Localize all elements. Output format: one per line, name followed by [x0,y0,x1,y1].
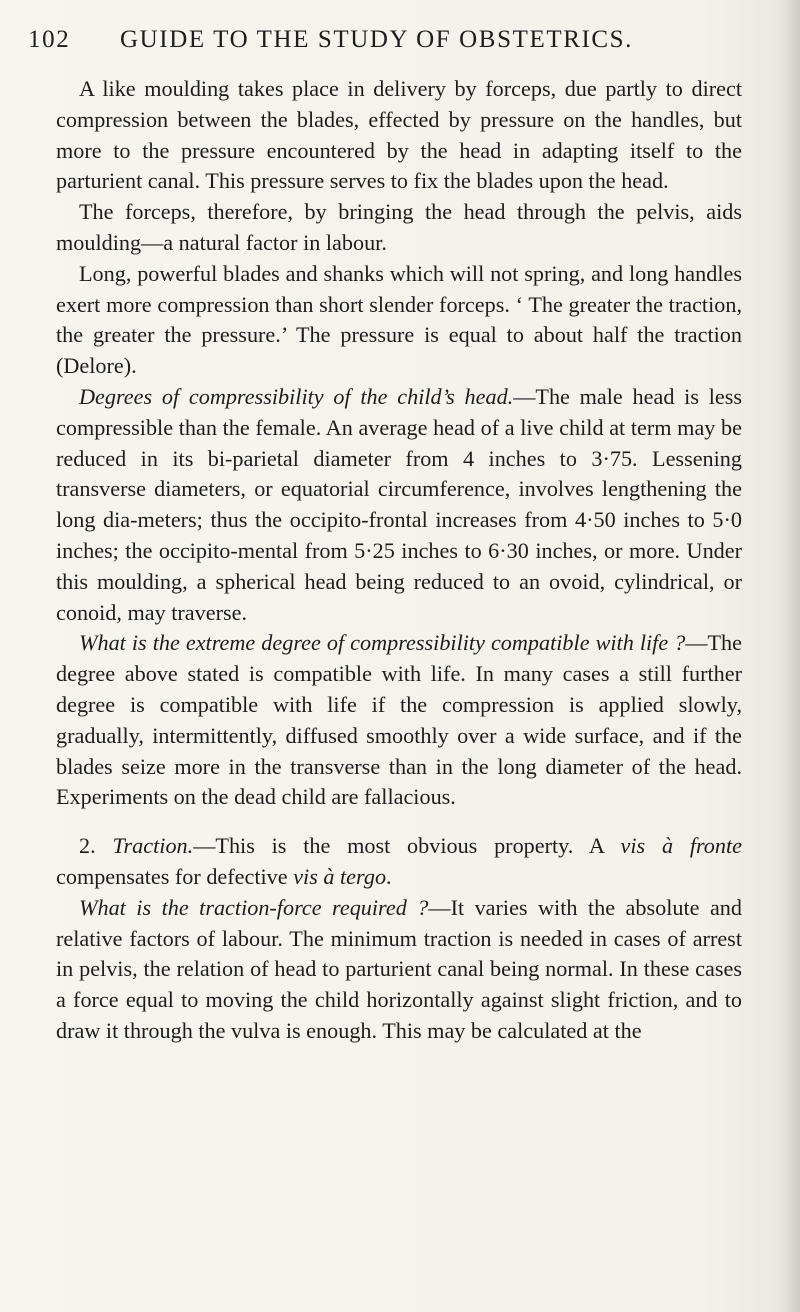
paragraph-compressibility [56,382,742,628]
page-edge-shadow [778,0,800,1312]
running-head: GUIDE TO THE STUDY OF OBSTETRICS. [120,26,634,53]
main-text [56,74,742,1047]
paragraph-extreme-compressibility [56,628,742,813]
paragraph-text: A like moulding takes place in delivery by forceps, due partly to direct compression between the blades, effected by pressure on the handles, but more to the pressure encountered by the head in adapting itself to the parturient canal. This pressure serves to fix the blades upon the head. [56,76,742,194]
page-number: 102 [28,26,71,53]
latin-term: vis à tergo [293,863,387,889]
section-heading: What is the traction-force required ? [79,894,429,920]
paragraph-text: compensates for defective [56,863,294,889]
paragraph-traction-force [56,893,742,1047]
section-heading: Degrees of compressibility of the child’s head. [79,383,514,409]
paragraph-text: —The male head is less compressible than the female. An average head of a live child at term may be reduced in its bi-parietal diameter from 4 inches to 3·75. Lessening transverse diameters, or equatorial circumference, involves lengthening the long dia-meters; thus the occipito-frontal increases from 4·50 inches to 5·0 inches; the occipito-mental from 5·25 inches to 6·30 inches, or more. Under this moulding, a spherical head being reduced to an ovoid, cylindrical, or conoid, may traverse. [56,383,743,625]
paragraph-traction [56,831,742,893]
paragraph-text: —It varies with the absolute and relative factors of labour. The minimum traction is needed in cases of arrest in pelvis, the relation of head to parturient canal being normal. In these cases a force equal to moving the child horizontally against slight friction, and to draw it through the vulva is enough. This may be calculated at the [56,894,742,1043]
section-heading: What is the extreme degree of compressibility compatible with life ? [79,630,686,656]
paragraph-text: The forceps, therefore, by bringing the head through the pelvis, aids moulding—a natural factor in labour. [56,199,742,255]
paragraph-forceps-aids-moulding [56,197,742,259]
paragraph-forceps-moulding [56,74,742,197]
paragraph-blades-and-handles [56,259,742,382]
paragraph-text: —The degree above stated is compatible with life. In many cases a still further degree is compatible with life if the compression is applied slowly, gradually, intermittently, diffused smoothly over a wide surface, and if the blades seize more in the transverse than in the long diameter of the head. Experiments on the dead child are fallacious. [56,630,742,810]
paragraph-text: —This is the most obvious property. A [193,833,621,859]
paragraph-text: Long, powerful blades and shanks which will not spring, and long handles exert more compression than short slender forceps. ‘ The greater the traction, the greater the pressure.’ The pressure is equal to about half the traction (Delore). [56,260,742,379]
section-number: 2. [79,833,96,859]
paragraph-text: . [386,863,392,889]
latin-term: vis à fronte [620,833,743,859]
page-header [28,26,748,66]
section-heading: Traction. [112,833,194,859]
